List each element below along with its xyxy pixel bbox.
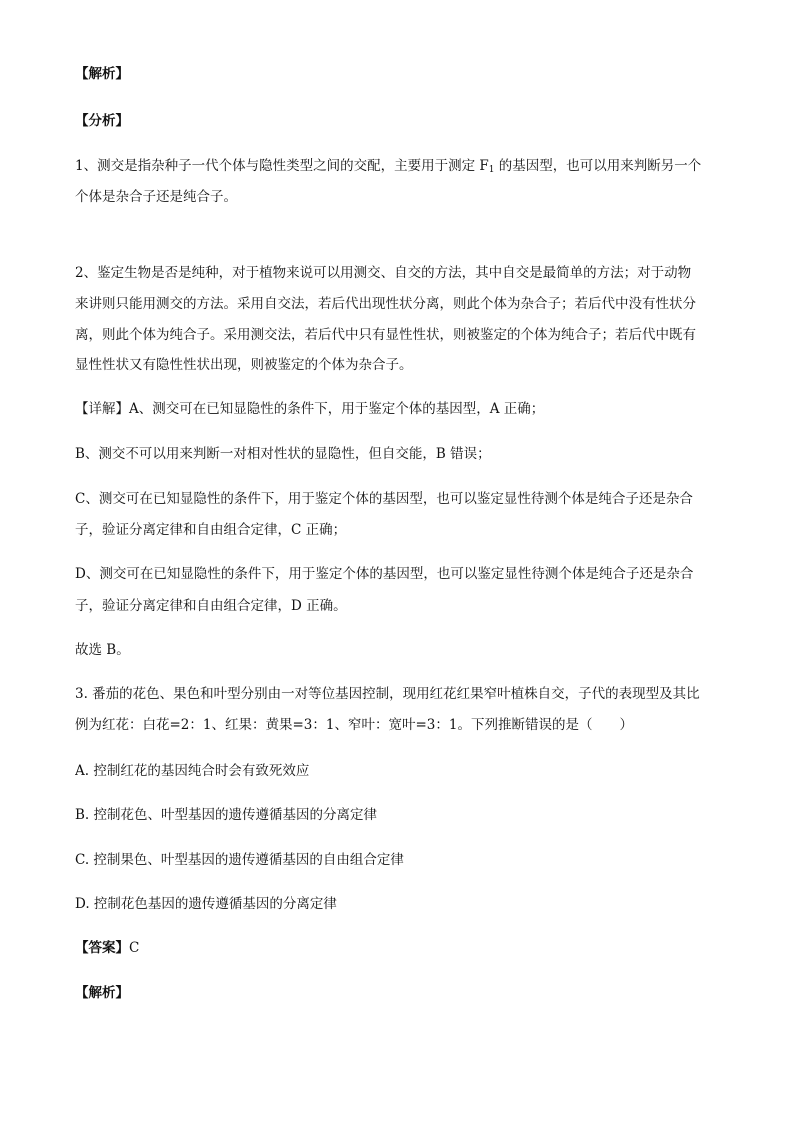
- answer-tag: 【答案】: [75, 940, 129, 956]
- detail-conclusion: 故选 B。: [75, 642, 130, 658]
- question-3-option-a: A. 控制红花的基因纯合时会有致死效应: [75, 763, 310, 779]
- section-heading-analysis: 【解析】: [75, 66, 129, 82]
- question-3-option-b: B. 控制花色、叶型基因的遗传遵循基因的分离定律: [75, 807, 378, 823]
- section-heading-analysis-2: 【解析】: [75, 985, 129, 1001]
- answer-value: C: [129, 940, 140, 956]
- analysis-paragraph-2-line-1: 2、鉴定生物是否是纯种，对于植物来说可以用测交、自交的方法，其中自交是最简单的方法；对于动物: [75, 265, 692, 281]
- analysis-paragraph-2-line-4: 显性性状又有隐性性状出现，则被鉴定的个体为杂合子。: [75, 357, 413, 373]
- analysis-paragraph-1-line-2: 个体是杂合子还是纯合子。: [75, 189, 237, 205]
- analysis-paragraph-2-line-3: 离，则此个体为纯合子。采用测交法，若后代中只有显性性状，则被鉴定的个体为纯合子；若后代中既有: [75, 327, 696, 343]
- question-3-stem-line-1: 3. 番茄的花色、果色和叶型分别由一对等位基因控制，现用红花红果窄叶植株自交，子代的表现型及其比: [75, 686, 700, 702]
- analysis-p1-text-a: 1、测交是指杂种子一代个体与隐性类型之间的交配，主要用于测定 F: [75, 158, 489, 174]
- question-3-option-d: D. 控制花色基因的遗传遵循基因的分离定律: [75, 896, 337, 912]
- analysis-paragraph-1-line-1: [75, 158, 725, 179]
- detail-option-c-line-1: C、测交可在已知显隐性的条件下，用于鉴定个体的基因型，也可以鉴定显性待测个体是纯合子还是杂合: [75, 491, 693, 507]
- detail-option-c-line-2: 子，验证分离定律和自由组合定律，C 正确；: [75, 522, 347, 538]
- section-heading-fenxi: 【分析】: [75, 113, 129, 129]
- detail-option-d-line-1: D、测交可在已知显隐性的条件下，用于鉴定个体的基因型，也可以鉴定显性待测个体是纯合子还是杂合: [75, 566, 694, 582]
- detail-option-b: B、测交不可以用来判断一对相对性状的显隐性，但自交能，B 错误；: [75, 446, 491, 462]
- analysis-p1-subscript: 1: [488, 165, 495, 175]
- detail-option-a: 【详解】A、测交可在已知显隐性的条件下，用于鉴定个体的基因型，A 正确；: [75, 401, 545, 417]
- question-3-stem-line-2: 例为红花：白花=2：1、红果：黄果=3：1、窄叶：宽叶=3：1。下列推断错误的是（ ）: [75, 717, 633, 733]
- answer-line: [75, 940, 725, 957]
- analysis-paragraph-2-line-2: 来讲则只能用测交的方法。采用自交法，若后代出现性状分离，则此个体为杂合子；若后代中没有性状分: [75, 296, 696, 312]
- analysis-p1-text-b: 的基因型，也可以用来判断另一个: [494, 158, 702, 174]
- question-3-option-c: C. 控制果色、叶型基因的遗传遵循基因的自由组合定律: [75, 852, 404, 868]
- detail-option-d-line-2: 子，验证分离定律和自由组合定律，D 正确。: [75, 598, 347, 614]
